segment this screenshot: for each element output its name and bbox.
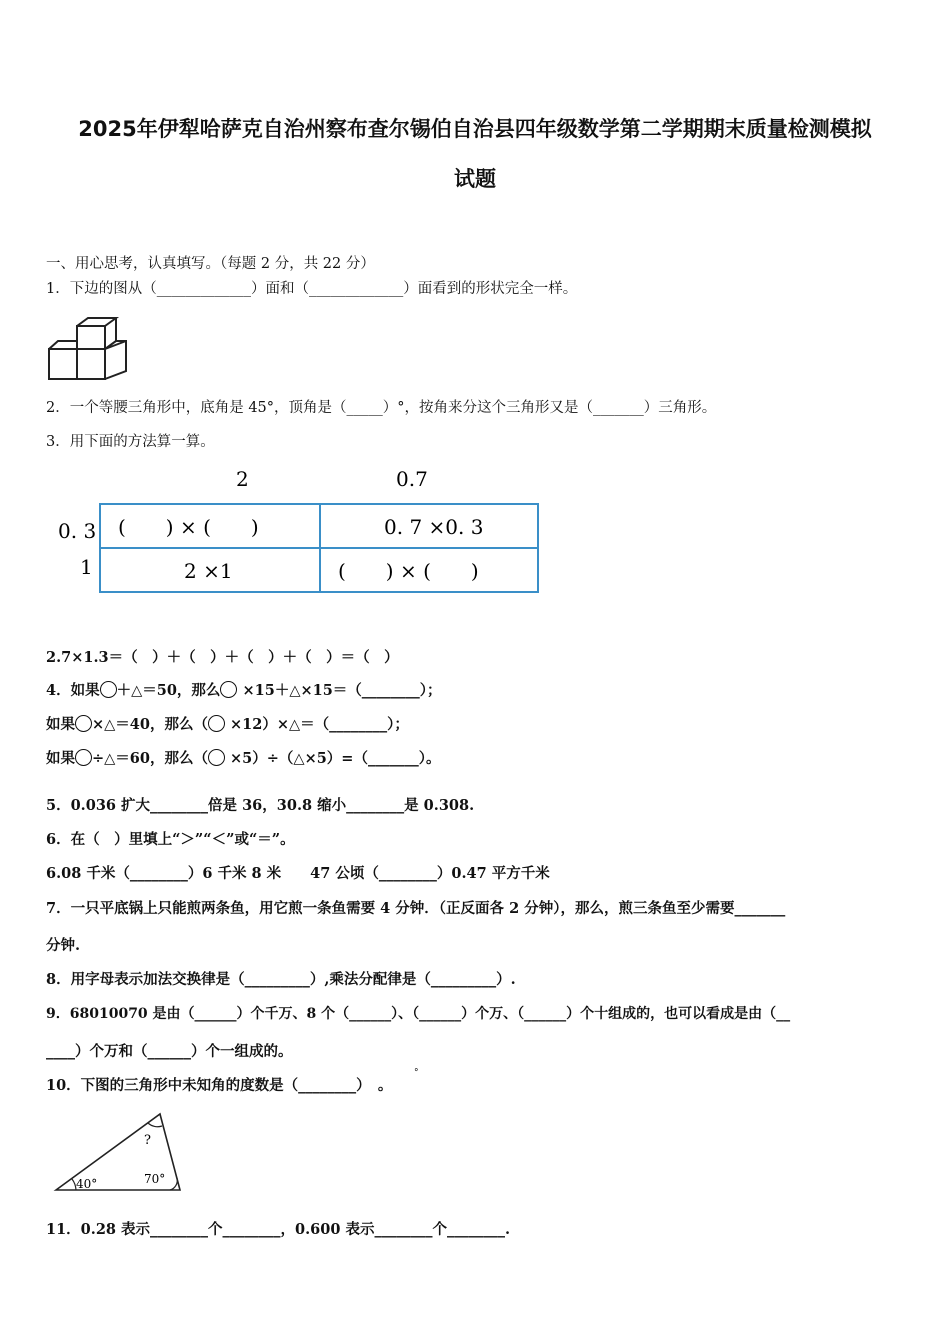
question-10: 10．下图的三角形中未知角的度数是（________） 。	[46, 1077, 393, 1094]
table-cell-1-2: 0. 7 ×0. 3	[384, 515, 484, 539]
question-6: 6．在（ ）里填上“＞”“＜”或“＝”。	[46, 831, 295, 848]
section-heading: 一、用心思考，认真填写。（每题 2 分，共 22 分）	[46, 256, 375, 272]
question-3: 3．用下面的方法算一算。	[46, 434, 215, 450]
question-7: 7．一只平底锅上只能煎两条鱼，用它煎一条鱼需要 4 分钟．（正反面各 2 分钟），那么，煎三条鱼至少需要_______	[46, 900, 786, 917]
q4b-text1: 如果	[46, 716, 75, 733]
question-4-c	[46, 747, 440, 768]
question-4-b	[46, 713, 409, 734]
cube-stack-figure	[46, 316, 132, 382]
table-col-1: 2	[236, 467, 249, 491]
page-title-line2: 试题	[454, 167, 496, 191]
question-6-compare: 6.08 千米（________）6 千米 8 米 47 公顷（________）0.47 平方千米	[46, 865, 550, 882]
circle-icon	[75, 749, 92, 766]
angle-70: 70°	[144, 1172, 166, 1186]
q4a-text1: 4．如果	[46, 682, 100, 699]
q4c-text1: 如果	[46, 750, 75, 767]
circle-icon	[100, 681, 117, 698]
question-4-a	[46, 679, 442, 700]
page-title: 2025年伊犁哈萨克自治州察布查尔锡伯自治县四年级数学第二学期期末质量检测模拟	[78, 117, 872, 141]
table-cell-2-1: 2 ×1	[184, 559, 233, 583]
q4b-text3: ×12）×△＝（________）；	[224, 716, 409, 733]
q4a-text3: ×15＋△×15＝（________）；	[237, 682, 442, 699]
question-9: 9．68010070 是由（______）个千万、8 个（______）、（______）个万、（______）个十组成的，也可以看成是由（__	[46, 1006, 791, 1022]
circle-icon	[208, 749, 225, 766]
circle-icon	[75, 715, 92, 732]
question-5: 5．0.036 扩大________倍是 36，30.8 缩小________是 0.308.	[46, 797, 475, 814]
question-2: 2．一个等腰三角形中，底角是 45°，顶角是（_____）°，按角来分这个三角形又是（_______）三角形。	[46, 400, 717, 416]
question-3-expression: 2.7×1.3＝（ ）＋（ ）＋（ ）＋（ ）＝（ ）	[46, 649, 399, 666]
question-11: 11．0.28 表示________个________，0.600 表示________个________.	[46, 1221, 511, 1238]
question-7-end: 分钟.	[46, 937, 81, 954]
multiplication-grid	[46, 460, 556, 610]
degree-mark: °	[414, 1068, 419, 1078]
triangle-figure	[52, 1108, 192, 1200]
unknown-angle: ?	[144, 1133, 151, 1148]
q4b-text2: ×△＝40，那么（	[92, 716, 208, 733]
question-1: 1．下边的图从（_____________）面和（_____________）面看到的形状完全一样。	[46, 281, 578, 297]
q4a-text2: ＋△＝50，那么	[116, 682, 221, 699]
question-8: 8．用字母表示加法交换律是（_________）,乘法分配律是（_________）.	[46, 971, 516, 988]
table-cell-1-1: ( ) × ( )	[118, 515, 259, 539]
angle-40: 40°	[76, 1177, 98, 1191]
question-9-end: ____）个万和（______）个一组成的。	[46, 1043, 293, 1060]
circle-icon	[208, 715, 225, 732]
q4c-text2: ÷△＝60，那么（	[92, 750, 208, 767]
q4c-text3: ×5）÷（△×5）=（_______）。	[224, 750, 441, 767]
table-row-1: 0. 3	[58, 519, 97, 543]
circle-icon	[220, 681, 237, 698]
table-row-2: 1	[80, 555, 93, 579]
table-col-2: 0.7	[396, 467, 428, 491]
table-cell-2-2: ( ) × ( )	[338, 559, 479, 583]
